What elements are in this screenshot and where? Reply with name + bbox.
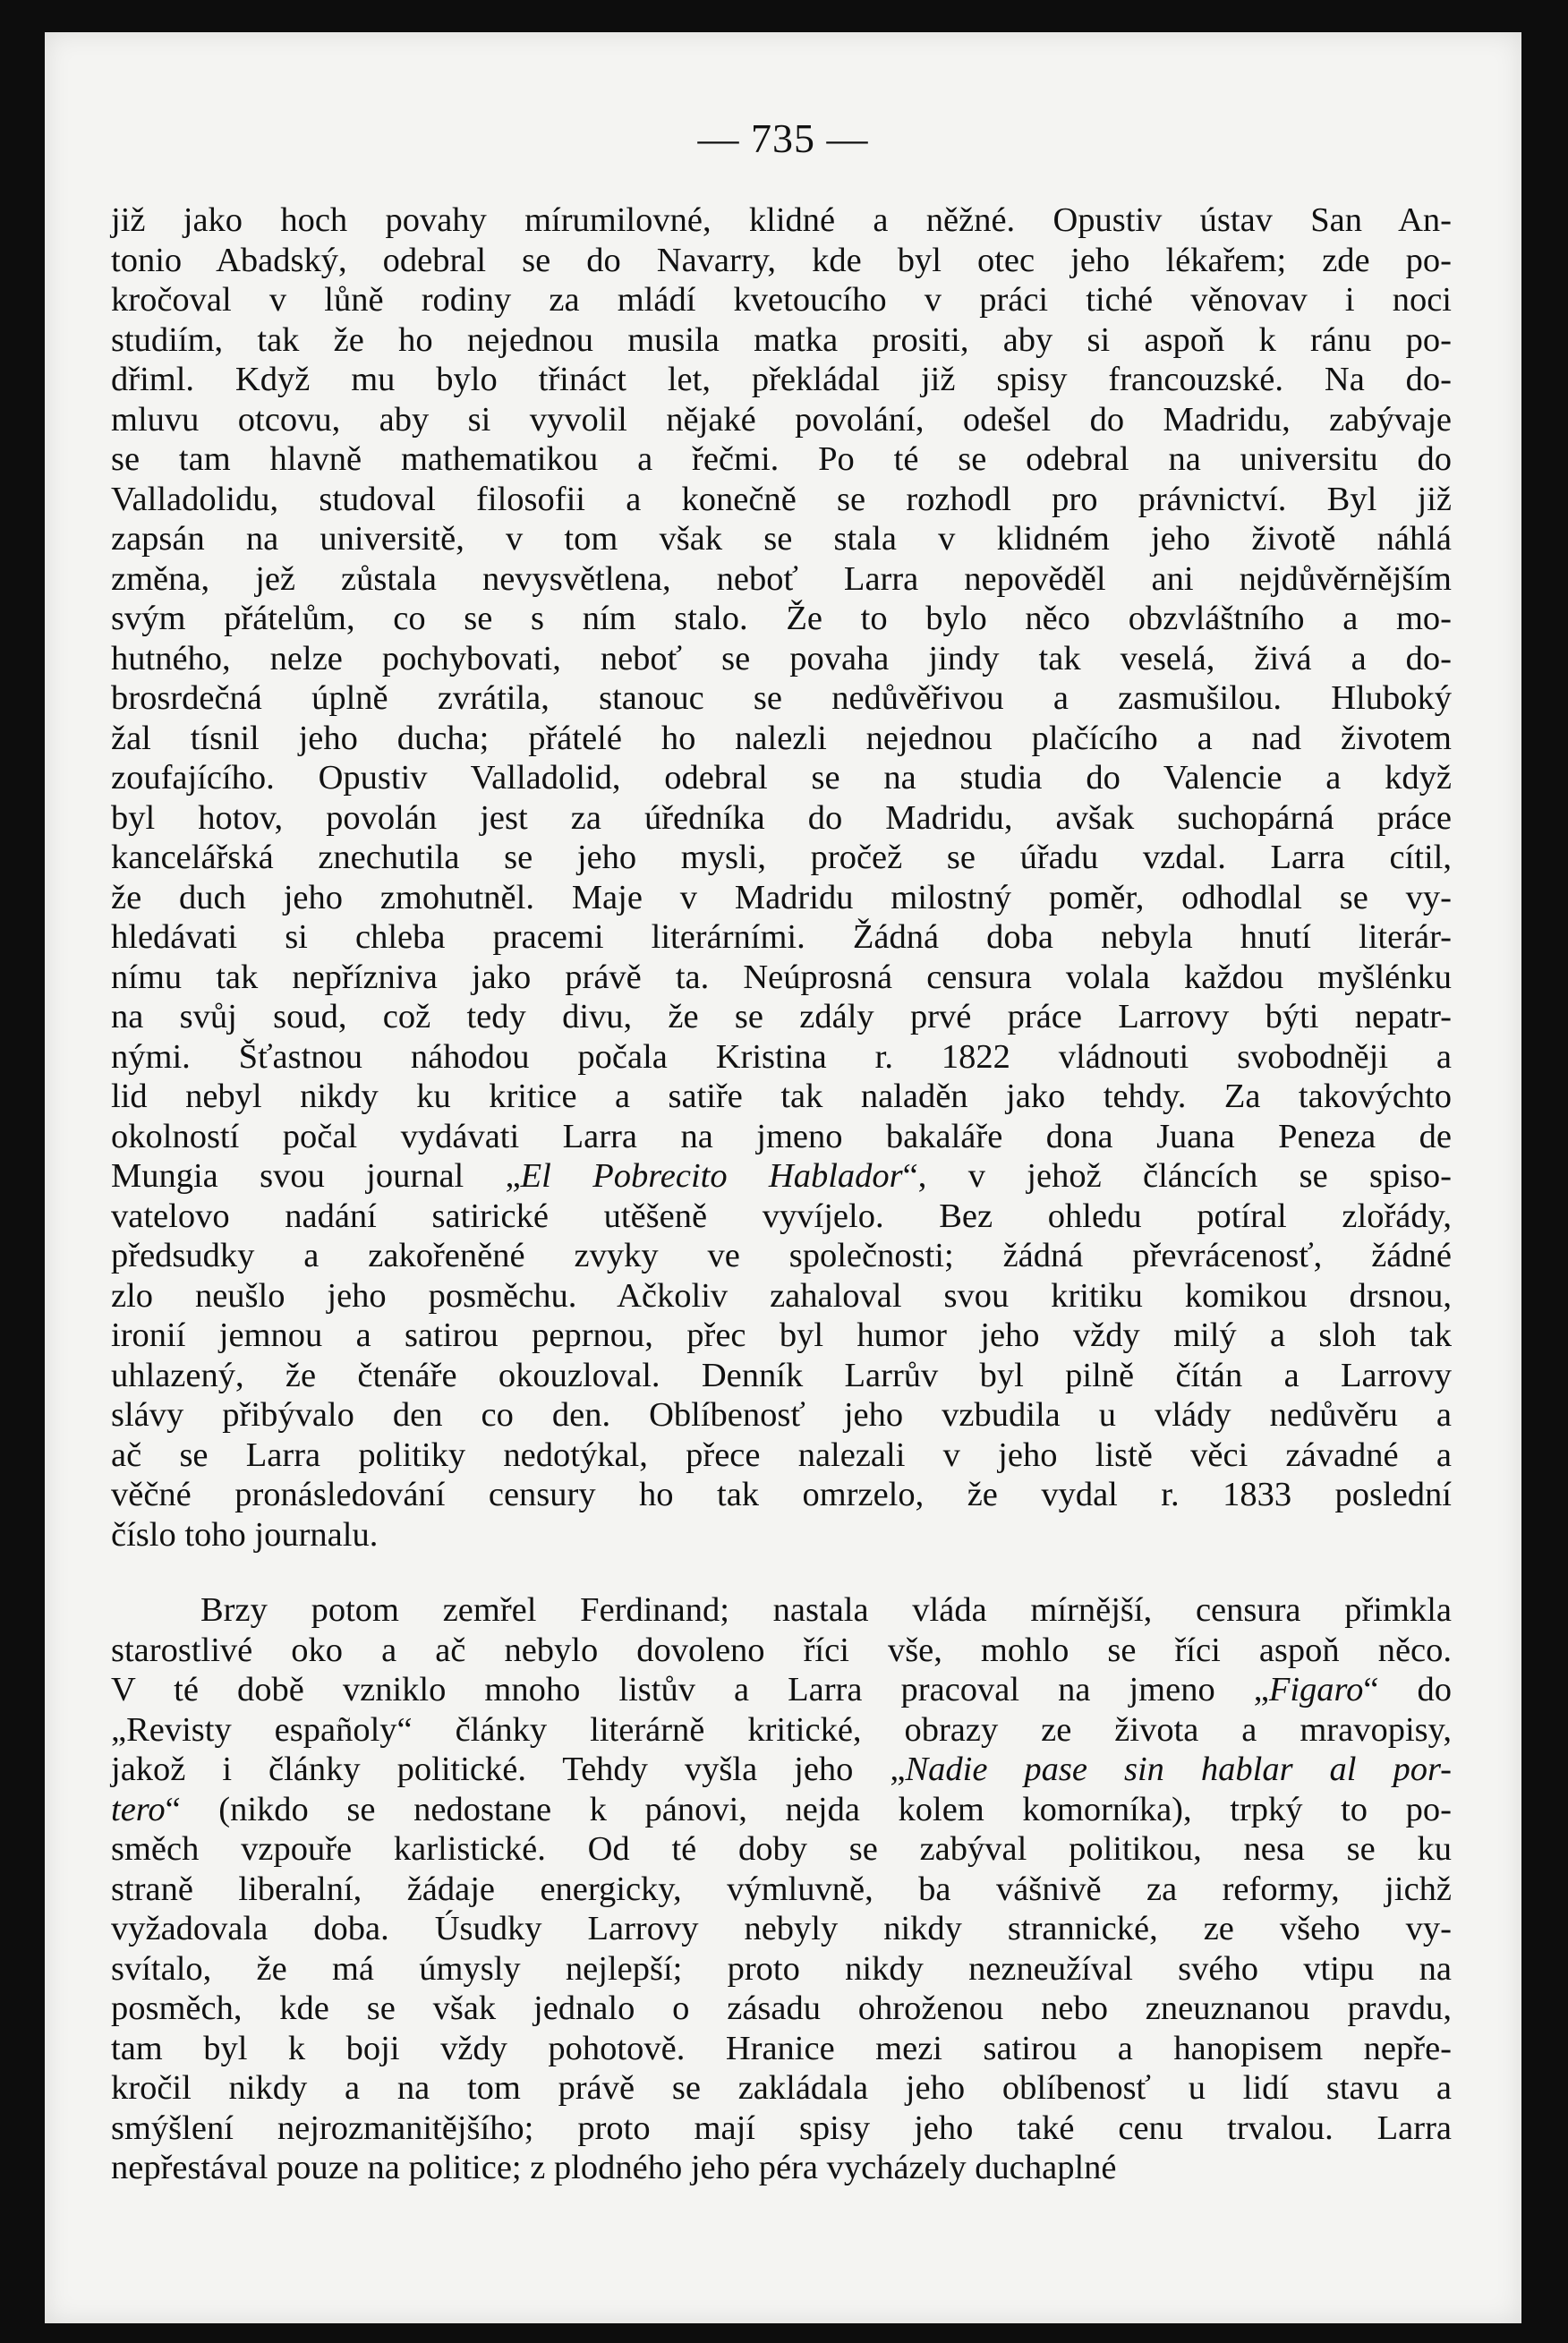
- text-line: hledávati si chleba pracemi literárními. Žádná doba nebyla hnutí literár-: [111, 918, 1452, 956]
- paragraph: [111, 200, 1452, 1555]
- italic-title: tero: [111, 1790, 166, 1828]
- italic-title: El Pobrecito Hablador: [520, 1157, 903, 1195]
- line-text: V té době vzniklo mnoho listův a Larra pracoval na jmeno „: [111, 1671, 1269, 1708]
- paragraph: [111, 1590, 1452, 2188]
- text-line: předsudky a zakořeněné zvyky ve společnosti; žádná převrácenosť, žádné: [111, 1237, 1452, 1274]
- text-line: svítalo, že má úmysly nejlepší; proto nikdy nezneužíval svého vtipu na: [111, 1949, 1452, 1988]
- line-text: jakož i články politické. Tehdy vyšla jeho „: [111, 1751, 906, 1788]
- text-line: zlo neušlo jeho posměchu. Ačkoliv zahaloval svou kritiku komikou drsnou,: [111, 1276, 1452, 1315]
- body-text: [111, 200, 1452, 2188]
- page-number: — 735 —: [697, 115, 869, 161]
- text-line: číslo toho journalu.: [111, 1515, 379, 1554]
- text-line: na svůj soud, což tedy divu, že se zdály prvé práce Larrovy býti nepatr-: [111, 998, 1452, 1035]
- text-line: nými. Šťastnou náhodou počala Kristina r. 1822 vládnouti svobodněji a: [111, 1037, 1452, 1076]
- text-line: kročil nikdy a na tom právě se zakládala jeho oblíbenosť u lidí stavu a: [111, 2069, 1452, 2107]
- text-line: ač se Larra politiky nedotýkal, přece nalezali v jeho listě věci závadné a: [111, 1436, 1452, 1474]
- italic-title: Figaro: [1268, 1671, 1364, 1708]
- text-line: [111, 1156, 1452, 1197]
- text-line: svým přátelům, co se s ním stalo. Že to bylo něco obzvláštního a mo-: [111, 600, 1452, 637]
- text-line: okolností počal vydávati Larra na jmeno bakaláře dona Juana Peneza de: [111, 1117, 1452, 1155]
- text-line: starostlivé oko a ač nebylo dovoleno říci vše, mohlo se říci aspoň něco.: [111, 1631, 1452, 1669]
- text-line: kročoval v lůně rodiny za mládí kvetoucího v práci tiché věnovav i noci: [111, 281, 1452, 319]
- text-line: byl hotov, povolán jest za úředníka do Madridu, avšak suchopárná práce: [111, 798, 1452, 837]
- text-line: vatelovo nadání satirické utěšeně vyvíjelo. Bez ohledu potíral zlořády,: [111, 1197, 1452, 1235]
- text-line: věčné pronásledování censury ho tak omrzelo, že vydal r. 1833 poslední: [111, 1476, 1452, 1513]
- text-line: již jako hoch povahy mírumilovné, klidné a něžné. Opustiv ústav San An-: [111, 201, 1452, 239]
- text-line: změna, jež zůstala nevysvětlena, neboť Larra nepověděl ani nejdůvěrnějším: [111, 559, 1452, 598]
- line-text: “, v jehož článcích se spiso-: [902, 1157, 1452, 1195]
- text-line: [111, 1750, 1452, 1790]
- text-line: mluvu otcovu, aby si vyvolil nějaké povolání, odešel do Madridu, zabývaje: [111, 400, 1452, 439]
- text-line: lid nebyl nikdy ku kritice a satiře tak naladěn jako tehdy. Za takovýchto: [111, 1078, 1452, 1115]
- text-line: [111, 1790, 1452, 1830]
- book-page: [45, 32, 1521, 2323]
- text-line: se tam hlavně mathematikou a řečmi. Po té se odebral na universitu do: [111, 440, 1452, 478]
- text-line: slávy přibývalo den co den. Oblíbenosť jeho vzbudila u vlády nedůvěru a: [111, 1396, 1452, 1434]
- text-line: Brzy potom zemřel Ferdinand; nastala vláda mírnější, censura přimkla: [200, 1591, 1452, 1629]
- text-line: tonio Abadský, odebral se do Navarry, kde byl otec jeho lékařem; zde po-: [111, 241, 1452, 279]
- text-line: nepřestával pouze na politice; z plodného jeho péra vycházely duchaplné: [111, 2149, 1117, 2186]
- line-text: Mungia svou journal „: [111, 1157, 521, 1195]
- text-line: „Revisty españoly“ články literárně kritické, obrazy ze života a mravopisy,: [111, 1710, 1452, 1749]
- text-line: žal tísnil jeho ducha; přátelé ho nalezli nejednou plačícího a nad životem: [111, 719, 1452, 757]
- text-line: posměch, kde se však jednalo o zásadu ohroženou nebo zneuznanou pravdu,: [111, 1989, 1452, 2027]
- text-line: vyžadovala doba. Úsudky Larrovy nebyly nikdy strannické, ze všeho vy-: [111, 1910, 1452, 1947]
- text-line: smýšlení nejrozmanitějšího; proto mají spisy jeho také cenu trvalou. Larra: [111, 2109, 1452, 2147]
- text-line: kancelářská znechutila se jeho mysli, pročež se úřadu vzdal. Larra cítil,: [111, 839, 1452, 876]
- italic-title: Nadie pase sin hablar al por-: [905, 1751, 1452, 1788]
- text-line: směch vzpouře karlistické. Od té doby se zabýval politikou, nesa se ku: [111, 1830, 1452, 1868]
- text-line: uhlazený, že čtenáře okouzloval. Denník Larrův byl pilně čítán a Larrovy: [111, 1356, 1452, 1394]
- line-text: “ (nikdo se nedostane k pánovi, nejda kolem komorníka), trpký to po-: [165, 1790, 1452, 1828]
- text-line: Valladolidu, studoval filosofii a konečně se rozhodl pro právnictví. Byl již: [111, 480, 1452, 518]
- text-line: brosrdečná úplně zvrátila, stanouc se nedůvěřivou a zasmušilou. Hluboký: [111, 679, 1452, 717]
- text-line: [111, 1670, 1452, 1710]
- text-line: dřiml. Když mu bylo třináct let, překládal již spisy francouzské. Na do-: [111, 361, 1452, 398]
- text-line: zapsán na universitě, v tom však se stala v klidném jeho životě náhlá: [111, 520, 1452, 558]
- line-text: “ do: [1363, 1671, 1453, 1708]
- text-line: tam byl k boji vždy pohotově. Hranice mezi satirou a hanopisem nepře-: [111, 2029, 1452, 2067]
- text-line: zoufajícího. Opustiv Valladolid, odebral se na studia do Valencie a když: [111, 759, 1452, 797]
- text-line: straně liberalní, žádaje energicky, výmluvně, ba vášnivě za reformy, jichž: [111, 1870, 1452, 1908]
- text-line: studiím, tak že ho nejednou musila matka prositi, aby si aspoň k ránu po-: [111, 320, 1452, 359]
- paragraph-gap: [111, 1555, 1452, 1590]
- text-line: ironií jemnou a satirou peprnou, přec byl humor jeho vždy milý a sloh tak: [111, 1316, 1452, 1354]
- text-line: nímu tak nepřízniva jako právě ta. Neúprosná censura volala každou myšlénku: [111, 958, 1452, 996]
- text-line: hutného, nelze pochybovati, neboť se povaha jindy tak veselá, živá a do-: [111, 639, 1452, 677]
- text-line: že duch jeho zmohutněl. Maje v Madridu milostný poměr, odhodlal se vy-: [111, 878, 1452, 916]
